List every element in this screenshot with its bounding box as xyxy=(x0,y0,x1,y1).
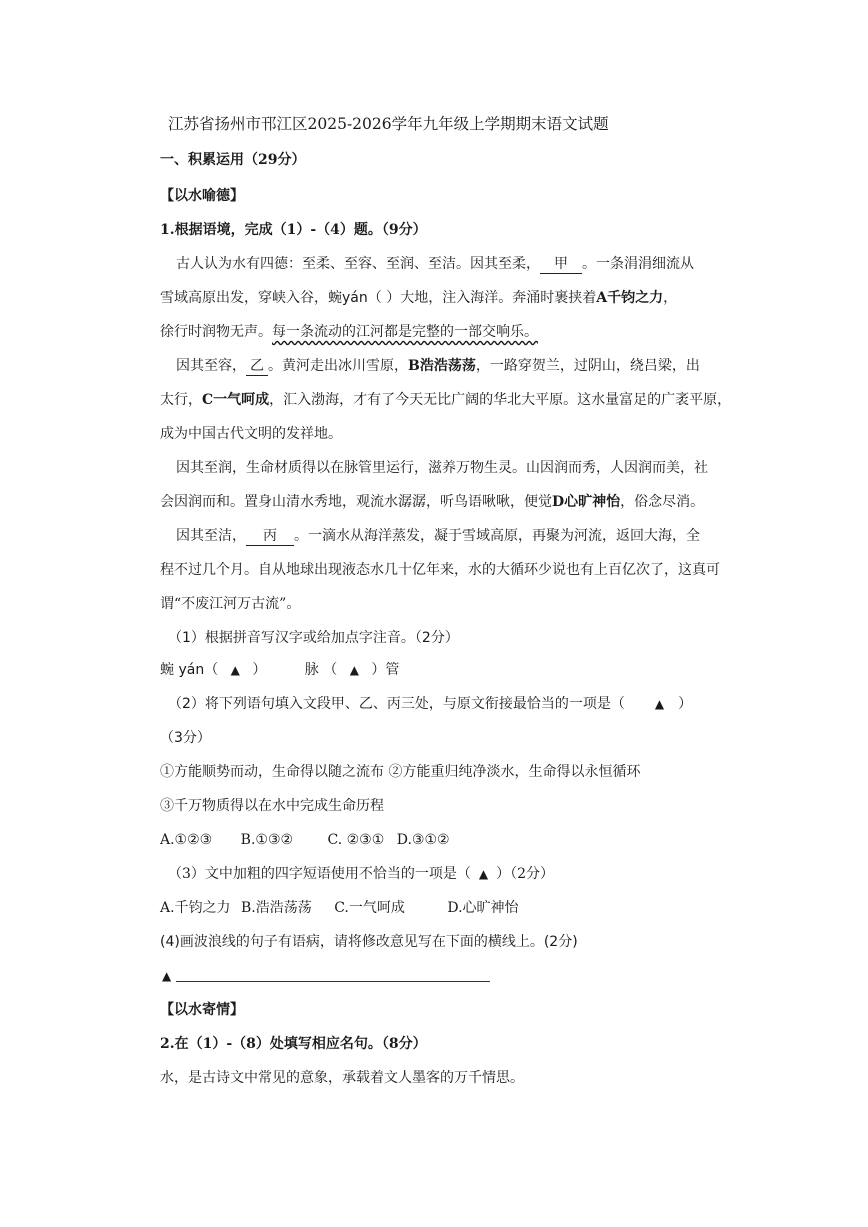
subq2-choice-b: B.①③② xyxy=(240,832,294,848)
term-c: 一气呵成 xyxy=(213,392,270,408)
pinyin-yan: yán xyxy=(342,290,368,306)
subq1-item2-char: 脉 xyxy=(304,662,319,678)
section-heading: 一、积累运用（29分） xyxy=(160,152,306,168)
subq2-options-line1: ①方能顺势而动，生命得以随之流布 ②方能重归纯净淡水，生命得以永恒循环 xyxy=(160,764,641,780)
p1-text-b: 。一条涓涓细流从 xyxy=(582,256,694,272)
p2-line3: 成为中国古代文明的发祥地。 xyxy=(160,426,342,442)
subq2-options-line2: ③千万物质得以在水中完成生命历程 xyxy=(160,798,384,814)
subq2-choice-d: D.③①② xyxy=(396,832,450,848)
term-label-d: D xyxy=(552,494,565,510)
subq3-close: ）（2分） xyxy=(496,866,555,882)
term-d: 心旷神怡 xyxy=(564,494,621,510)
p4-line1 xyxy=(176,526,700,546)
subq2-choices xyxy=(160,830,450,850)
term-label-a: A xyxy=(596,290,608,306)
answer-mark-1a: ▲ xyxy=(230,663,240,677)
p3-line1: 因其至润，生命材质得以在脉管里运行，滋养万物生灵。山因润而秀，人因润而美，社 xyxy=(176,460,708,476)
answer-mark-4: ▲ xyxy=(162,969,172,983)
subq2-stem-text: （2）将下列语句填入文段甲、乙、丙三处，与原文衔接最恰当的一项是（ xyxy=(168,696,625,712)
theme-heading-1: 【以水喻德】 xyxy=(160,188,244,204)
p1-line2-text: 雪域高原出发，穿峡入谷，蜿 xyxy=(160,290,342,306)
subq1-item2-open: （ xyxy=(323,662,338,678)
p2-line2-text: 太行， xyxy=(160,392,202,408)
theme-heading-2: 【以水寄情】 xyxy=(160,1002,244,1018)
p4-text-b: 。一滴水从海洋蒸发，凝于雪域高原，再聚为河流，返回大海，全 xyxy=(294,528,700,544)
p1-line3 xyxy=(160,322,538,342)
subq1-item1-char: 蜿 xyxy=(160,662,174,678)
term-label-c: C xyxy=(202,392,214,408)
subq3-stem-text: （3）文中加粗的四字短语使用不恰当的一项是（ xyxy=(168,866,471,882)
subq4-stem: (4)画波浪线的句子有语病，请将修改意见写在下面的横线上。(2分) xyxy=(160,934,578,950)
p1-text-a: 古人认为水有四德：至柔、至容、至润、至洁。因其至柔， xyxy=(176,256,540,272)
p2-line2-text-b: ，汇入渤海，才有了今天无比广阔的华北大平原。这水量富足的广袤平原， xyxy=(269,392,732,408)
subq2-stem xyxy=(168,694,692,714)
subq2-score: （3分） xyxy=(160,730,211,746)
answer-mark-3: ▲ xyxy=(478,867,489,881)
subq3-stem xyxy=(168,864,554,884)
subq3-choice-c: C.一气呵成 xyxy=(334,900,405,916)
p1-line2-text-c: ， xyxy=(663,290,678,306)
subq3-choices xyxy=(160,898,519,918)
exam-title: 江苏省扬州市邗江区2025-2026学年九年级上学期期末语文试题 xyxy=(168,115,609,133)
p1-line2-text-b: （ ）大地，注入海洋。奔涌时裹挟着 xyxy=(367,290,597,306)
subq1-item1-close: ） xyxy=(252,662,267,678)
p2-line2 xyxy=(160,390,731,410)
subq2-close: ） xyxy=(678,696,693,712)
p2-line1 xyxy=(176,356,700,376)
answer-mark-1b: ▲ xyxy=(349,663,359,677)
question-2-text: 水，是古诗文中常见的意象，承载着文人墨客的万千情思。 xyxy=(160,1070,524,1086)
subq2-choice-a: A.①②③ xyxy=(160,832,213,848)
p4-line2: 程不过几个月。自从地球出现液态水几十亿年来，水的大循环少说也有上百亿次了，这真可 xyxy=(160,562,720,578)
subq1-item1-pinyin: yán（ xyxy=(178,662,219,678)
subq1-stem: （1）根据拼音写汉字或给加点字注音。（2分） xyxy=(168,630,459,646)
subq3-choice-a: A.千钧之力 xyxy=(160,900,231,916)
subq1-items xyxy=(160,660,399,680)
blank-yi: 乙 xyxy=(246,357,268,376)
p3-line2-text: 会因润而和。置身山清水秀地，观流水潺潺，听鸟语啾啾，便觉 xyxy=(160,494,552,510)
wavy-sentence: 每一条流动的江河都是完整的一部交响乐。 xyxy=(272,324,538,340)
subq3-choice-d: D.心旷神怡 xyxy=(447,900,519,916)
p2-text-a: 因其至容， xyxy=(176,358,246,374)
answer-mark-2: ▲ xyxy=(654,697,665,711)
p3-line2-text-b: ，俗念尽消。 xyxy=(620,494,705,510)
blank-bing: 丙 xyxy=(246,527,294,546)
p1-line2 xyxy=(160,288,677,308)
p2-text-b: 。黄河走出冰川雪原， xyxy=(268,358,408,374)
subq1-item2-close: ）管 xyxy=(371,662,400,678)
term-label-b: B xyxy=(408,358,420,374)
p2-text-c: ，一路穿贺兰，过阴山，绕吕梁，出 xyxy=(475,358,700,374)
answer-line xyxy=(176,981,490,982)
term-b: 浩浩荡荡 xyxy=(419,358,476,374)
p1-line1 xyxy=(176,254,694,274)
question-2-stem: 2.在（1）-（8）处填写相应名句。（8分） xyxy=(160,1036,427,1052)
term-a: 千钧之力 xyxy=(607,290,664,306)
blank-jia: 甲 xyxy=(540,255,582,274)
p4-line3: 谓“不废江河万古流”。 xyxy=(160,596,301,612)
p1-line3-text: 徐行时润物无声。 xyxy=(160,324,272,340)
subq3-choice-b: B.浩浩荡荡 xyxy=(241,900,312,916)
question-1-stem: 1.根据语境，完成（1）-（4）题。（9分） xyxy=(160,222,427,238)
subq2-choice-c: C. ②③① xyxy=(327,832,385,848)
p4-text-a: 因其至洁， xyxy=(176,528,246,544)
p3-line2 xyxy=(160,492,704,512)
